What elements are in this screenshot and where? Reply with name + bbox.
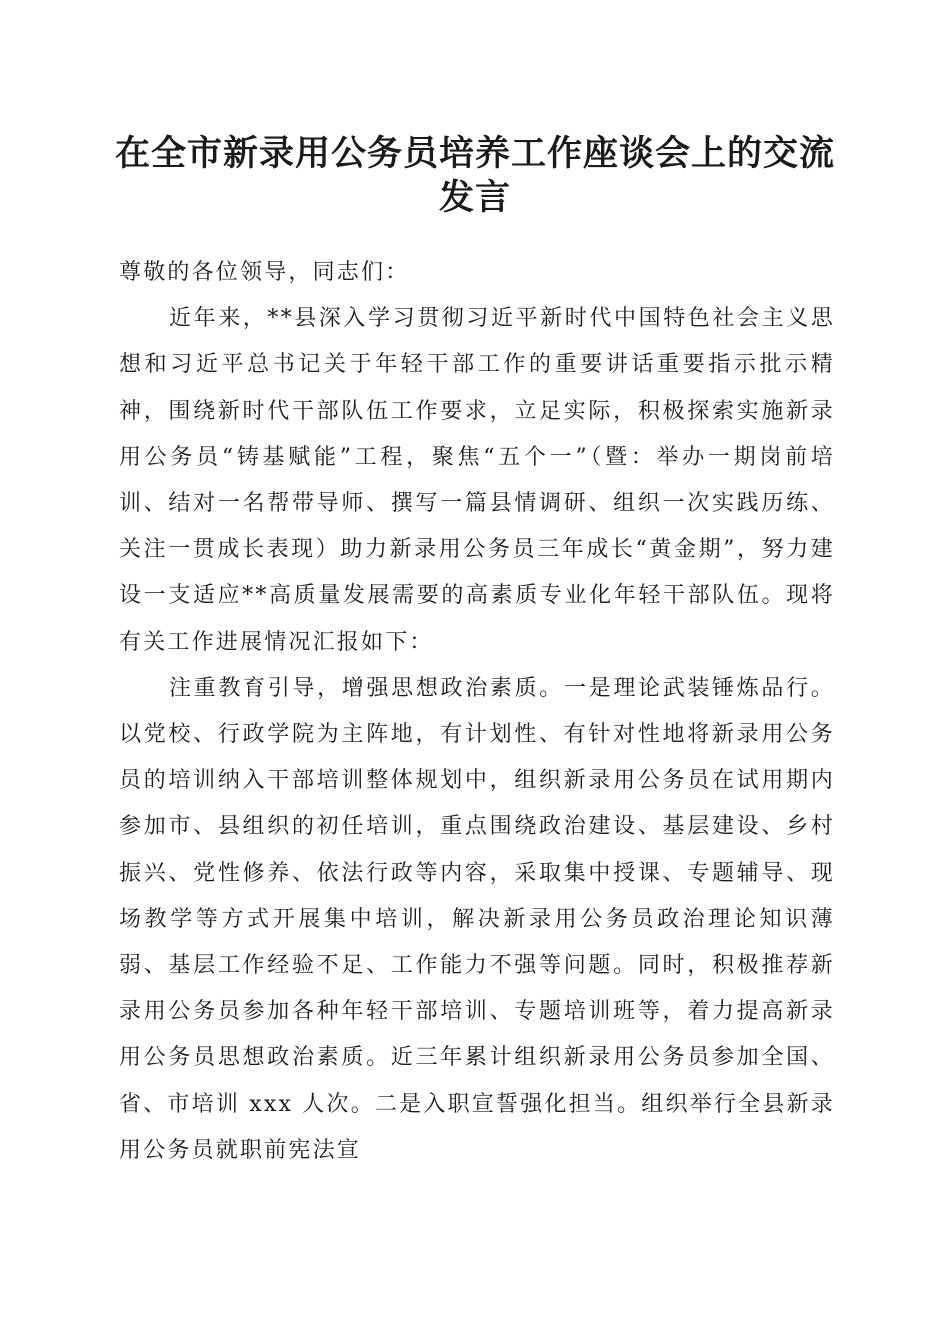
title-line-2: 发言	[438, 177, 511, 218]
paragraph-education: 注重教育引导，增强思想政治素质。一是理论武装锤炼品行。以党校、行政学院为主阵地，有计划性、有针对性地将新录用公务员的培训纳入干部培训整体规划中，组织新录用公务员在试用期内参加市、县组织的初任培训，重点围绕政治建设、基层建设、乡村振兴、党性修养、依法行政等内容，采取集中授课、专题辅导、现场教学等方式开展集中培训，解决新录用公务员政治理论知识薄弱、基层工作经验不足、工作能力不强等问题。同时，积极推荐新录用公务员参加各种年轻干部培训、专题培训班等，着力提高新录用公务员思想政治素质。近三年累计组织新录用公务员参加全国、省、市培训 xxx 人次。二是入职宣誓强化担当。组织举行全县新录用公务员就职前宪法宣	[119, 675, 835, 1163]
salutation: 尊敬的各位领导，同志们：	[119, 260, 410, 285]
document-body	[119, 250, 835, 1174]
title-line-1: 在全市新录用公务员培养工作座谈会上的交流	[114, 133, 835, 174]
document-title	[100, 132, 850, 220]
paragraph-intro: 近年来，**县深入学习贯彻习近平新时代中国特色社会主义思想和习近平总书记关于年轻干部工作的重要讲话重要指示批示精神，围绕新时代干部队伍工作要求，立足实际，积极探索实施新录用公务员“铸基赋能”工程，聚焦“五个一”（暨：举办一期岗前培训、结对一名帮带导师、撰写一篇县情调研、组织一次实践历练、关注一贯成长表现）助力新录用公务员三年成长“黄金期”，努力建设一支适应**高质量发展需要的高素质专业化年轻干部队伍。现将有关工作进展情况汇报如下：	[119, 306, 835, 655]
